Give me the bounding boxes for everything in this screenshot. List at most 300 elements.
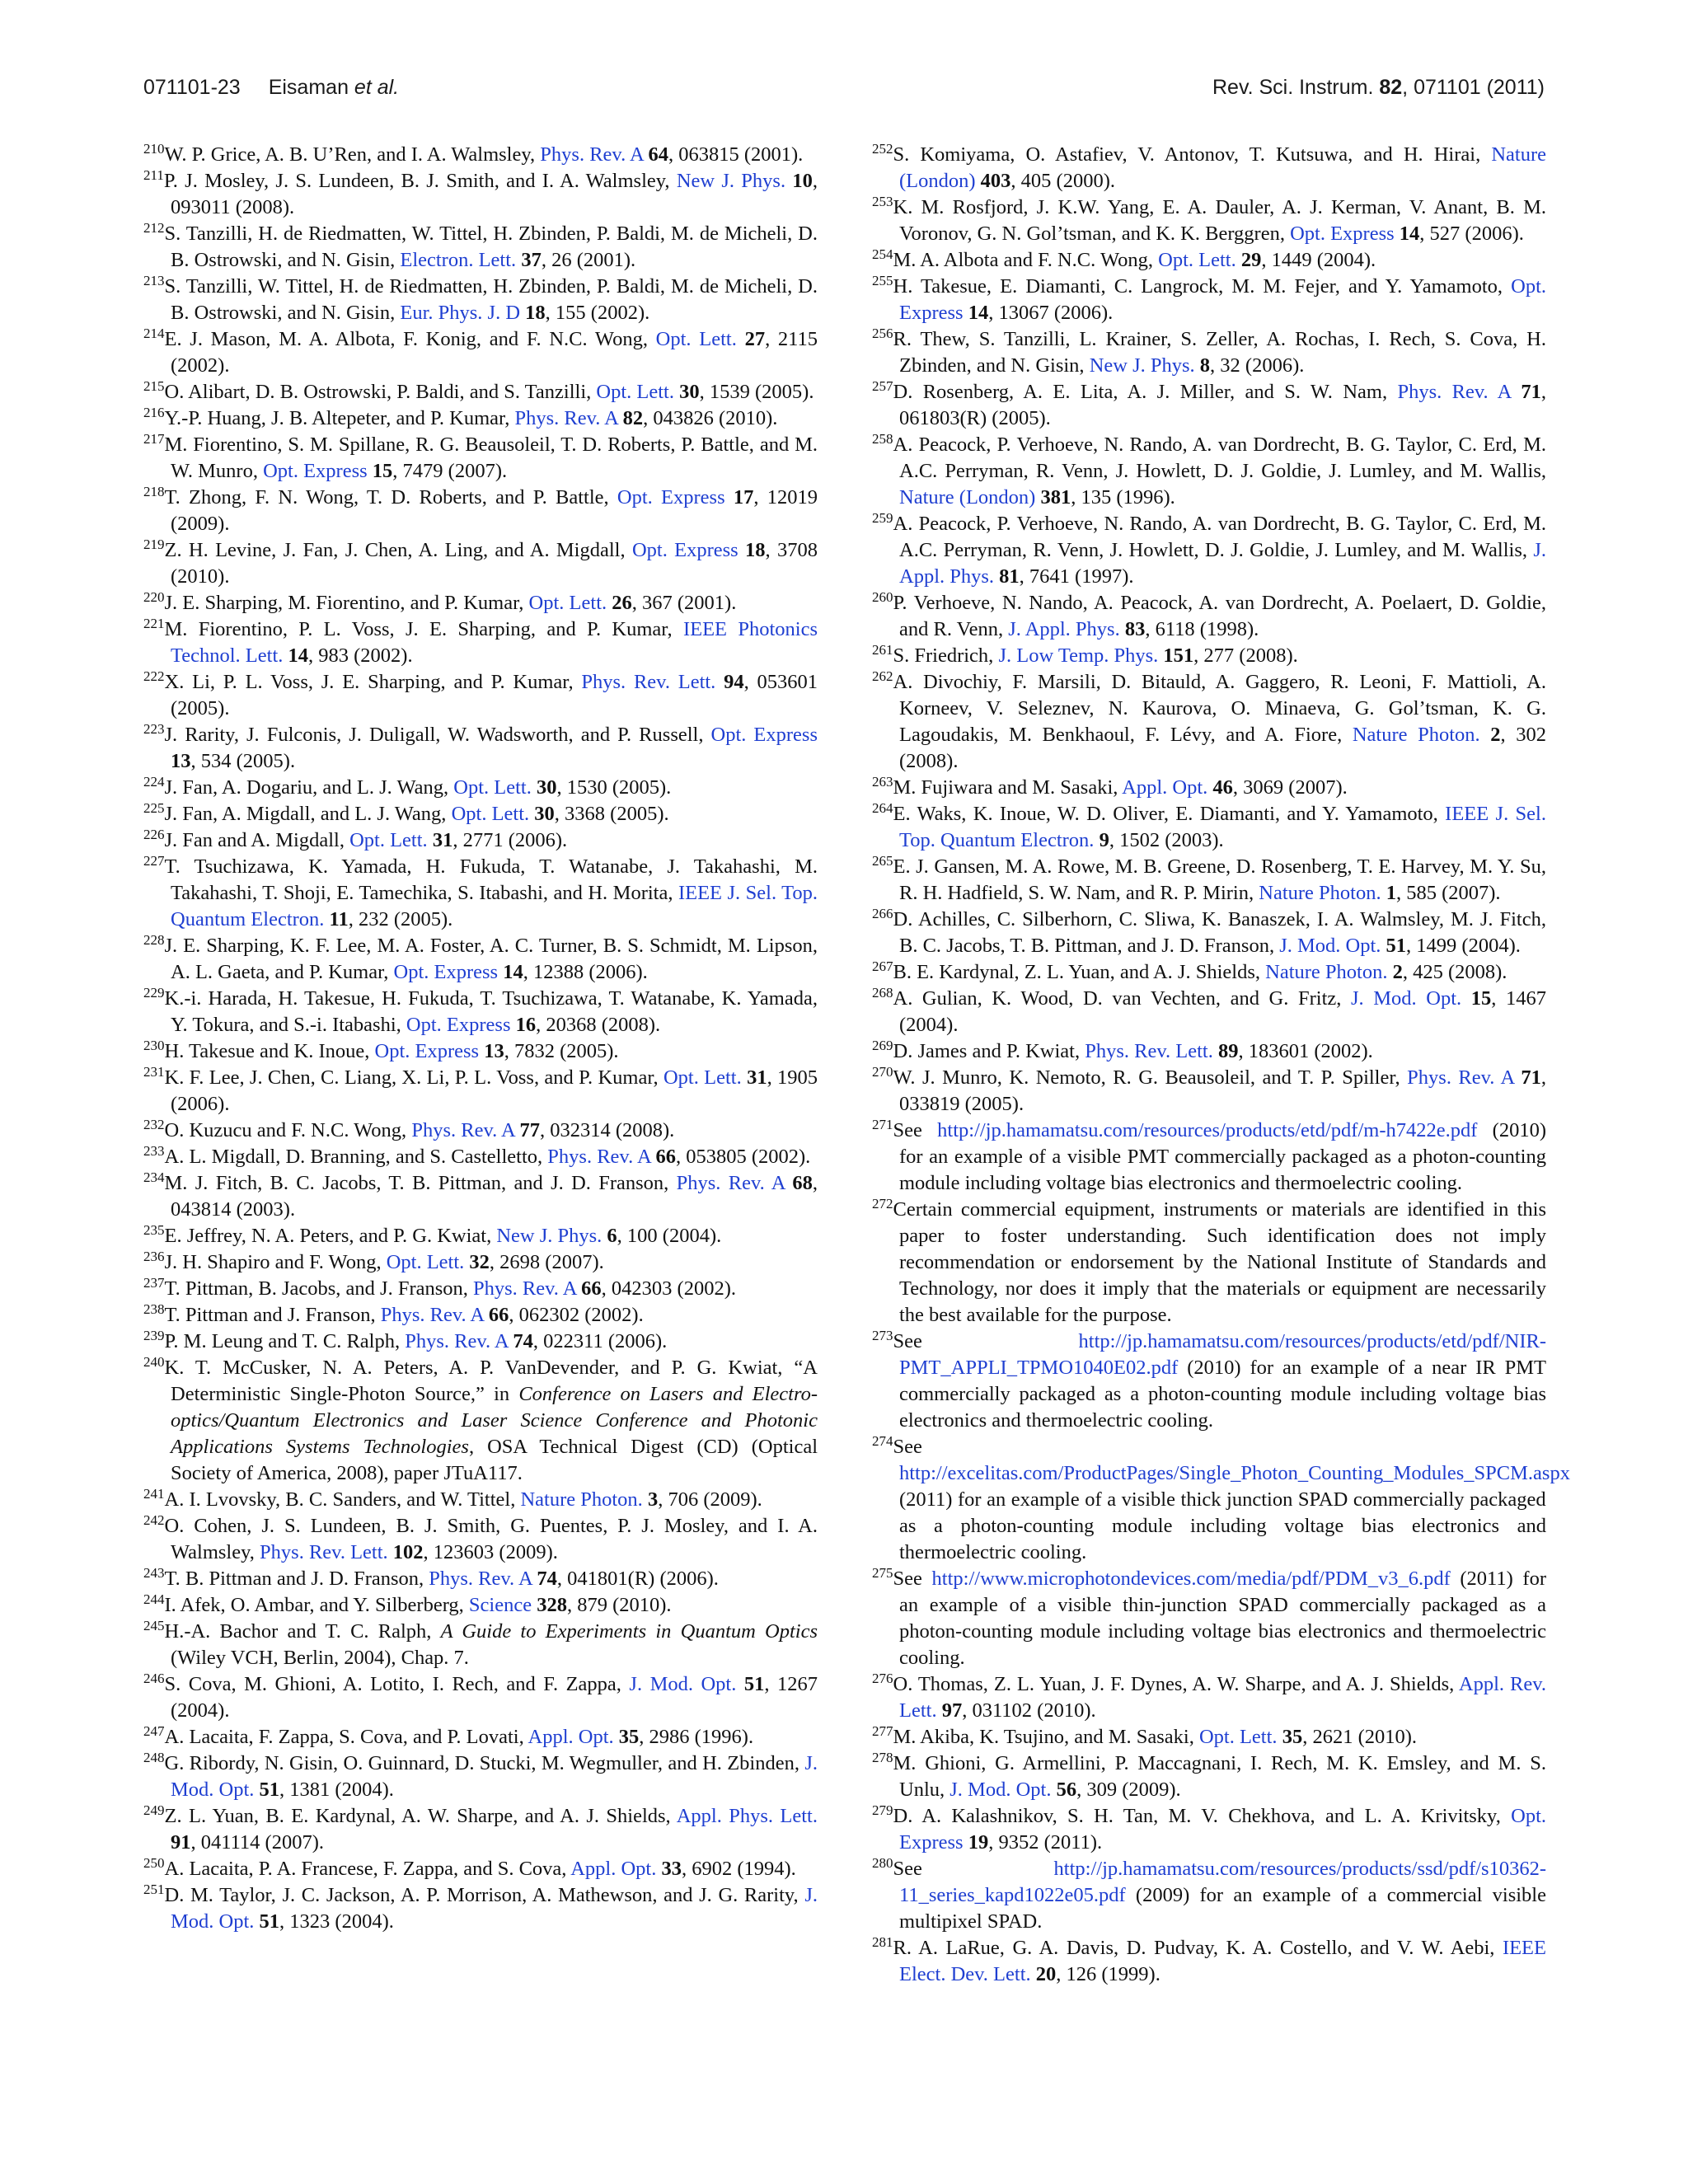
reference-journal-link[interactable]: Appl. Opt. xyxy=(570,1858,657,1880)
reference-entry xyxy=(143,669,818,722)
reference-volume: 51 xyxy=(259,1779,280,1801)
reference-pages-year: , 425 (2008). xyxy=(1402,961,1507,983)
reference-entry xyxy=(143,986,818,1038)
reference-pages-year: , 1539 (2005). xyxy=(699,381,814,403)
reference-entry xyxy=(872,1856,1546,1935)
reference-journal-link[interactable]: Opt. Express xyxy=(406,1014,511,1036)
reference-number: 232 xyxy=(143,1117,165,1132)
reference-entry xyxy=(143,1170,818,1223)
reference-title: Conference on Lasers and Electro-optics/Quantum Electronics and Laser Science Conference and Photonic Applications Systems Technologies xyxy=(171,1383,818,1458)
reference-number: 248 xyxy=(143,1750,165,1765)
reference-volume: 15 xyxy=(1470,987,1492,1010)
reference-entry xyxy=(143,1882,818,1935)
reference-journal-link[interactable]: Electron. Lett. xyxy=(400,249,517,271)
reference-journal-link[interactable]: Opt. Lett. xyxy=(451,803,530,825)
reference-pages-year: , 183601 (2002). xyxy=(1238,1040,1373,1062)
reference-journal-link[interactable]: Appl. Opt. xyxy=(528,1726,614,1748)
reference-number: 257 xyxy=(872,378,893,394)
reference-pages-year: , 983 (2002). xyxy=(308,644,413,667)
reference-pages-year: , 041114 (2007). xyxy=(190,1831,324,1854)
reference-number: 268 xyxy=(872,985,893,1001)
reference-journal-link[interactable]: Phys. Rev. Lett. xyxy=(1085,1040,1213,1062)
reference-journal-link[interactable]: http://excelitas.com/ProductPages/Single_Photon_Counting_Modules_SPCM.aspx xyxy=(899,1462,1570,1484)
reference-journal-link[interactable]: Opt. Express xyxy=(393,961,499,983)
reference-journal-link[interactable]: http://jp.hamamatsu.com/resources/products/ssd/pdf/s10362-11_series_kapd1022e05.pdf xyxy=(899,1858,1546,1906)
reference-pages-year: , 1499 (2004). xyxy=(1406,935,1521,957)
reference-journal-link[interactable]: Phys. Rev. Lett. xyxy=(581,671,716,693)
reference-entry xyxy=(143,537,818,590)
reference-journal-link[interactable]: IEEE J. Sel. Top. Quantum Electron. xyxy=(899,803,1546,851)
reference-volume: 83 xyxy=(1124,618,1146,640)
reference-journal-link[interactable]: Phys. Rev. A xyxy=(405,1330,509,1352)
reference-entry xyxy=(143,1144,818,1170)
reference-volume: 94 xyxy=(724,671,744,693)
reference-journal-link[interactable]: Opt. Express xyxy=(263,460,368,482)
reference-authors: P. M. Leung and T. C. Ralph, xyxy=(164,1330,406,1352)
reference-pages-year: , 3708 (2010). xyxy=(171,539,818,588)
reference-number: 234 xyxy=(143,1169,165,1185)
reference-number: 260 xyxy=(872,589,893,605)
reference-journal-link[interactable]: Phys. Rev. A xyxy=(514,407,618,429)
reference-entry xyxy=(872,194,1546,247)
reference-pages-year: , 32 (2006). xyxy=(1210,354,1305,377)
reference-volume: 77 xyxy=(519,1119,540,1141)
reference-number: 265 xyxy=(872,853,893,869)
reference-volume: 19 xyxy=(968,1831,989,1854)
reference-authors: I. Afek, O. Ambar, and Y. Silberberg, xyxy=(164,1594,469,1616)
reference-authors: D. Achilles, C. Silberhorn, C. Sliwa, K. Banaszek, I. A. Walmsley, M. J. Fitch, B. C. Jacobs, T. B. Pittman, and J. D. Franson, xyxy=(893,908,1546,957)
reference-authors: T. B. Pittman and J. D. Franson, xyxy=(164,1568,429,1590)
reference-volume: 381 xyxy=(1040,486,1071,509)
reference-journal-link[interactable]: http://jp.hamamatsu.com/resources/products/etd/pdf/NIR-PMT_APPLI_TPMO1040E02.pdf xyxy=(899,1330,1546,1379)
reference-authors: A. I. Lvovsky, B. C. Sanders, and W. Tittel, xyxy=(164,1488,521,1511)
reference-pages-year: , 879 (2010). xyxy=(566,1594,672,1616)
reference-journal-link[interactable]: J. Mod. Opt. xyxy=(171,1884,818,1933)
reference-entry xyxy=(143,1223,818,1249)
reference-pages-year: , 1905 (2006). xyxy=(171,1066,818,1115)
reference-journal-link[interactable]: Opt. Express xyxy=(710,724,818,746)
reference-number: 229 xyxy=(143,985,165,1001)
reference-journal-link[interactable]: IEEE Elect. Dev. Lett. xyxy=(899,1937,1546,1985)
reference-entry xyxy=(872,1671,1546,1724)
reference-journal-link[interactable]: Opt. Lett. xyxy=(655,328,737,350)
reference-journal-link[interactable]: J. Low Temp. Phys. xyxy=(998,644,1159,667)
reference-authors: A. Lacaita, F. Zappa, S. Cova, and P. Lovati, xyxy=(164,1726,528,1748)
reference-journal-link[interactable]: Appl. Phys. Lett. xyxy=(676,1805,818,1827)
reference-journal-link[interactable]: Eur. Phys. J. D xyxy=(400,302,521,324)
journal-citation xyxy=(1212,76,1545,100)
reference-pages-year: , 26 (2001). xyxy=(541,249,636,271)
reference-authors: J. Fan and A. Migdall, xyxy=(164,829,350,851)
reference-journal-link[interactable]: Phys. Rev. A xyxy=(473,1277,577,1300)
header-et-al: et al. xyxy=(354,76,400,99)
reference-entry xyxy=(872,1118,1546,1197)
reference-authors: J. Rarity, J. Fulconis, J. Duligall, W. Wadsworth, and P. Russell, xyxy=(164,724,711,746)
reference-pages-year: (2010) for an example of a visible PMT commercially packaged as a photon-counting module including voltage bias electronics and thermoelectric cooling. xyxy=(899,1119,1546,1194)
reference-volume: 13 xyxy=(171,750,191,772)
reference-volume: 35 xyxy=(1282,1726,1303,1748)
reference-authors: H.-A. Bachor and T. C. Ralph, xyxy=(164,1620,441,1643)
reference-number: 226 xyxy=(143,827,165,842)
reference-volume: 14 xyxy=(288,644,309,667)
reference-volume: 82 xyxy=(622,407,644,429)
reference-entry xyxy=(143,590,818,616)
reference-volume: 17 xyxy=(733,486,754,509)
reference-authors: See xyxy=(893,1436,922,1458)
reference-number: 280 xyxy=(872,1855,893,1871)
reference-number: 247 xyxy=(143,1723,165,1739)
reference-journal-link[interactable]: J. Mod. Opt. xyxy=(1350,987,1462,1010)
reference-entry xyxy=(143,379,818,405)
reference-journal-link[interactable]: Phys. Rev. A xyxy=(540,143,644,166)
reference-number: 222 xyxy=(143,668,165,684)
reference-pages-year: , 1381 (2004). xyxy=(279,1779,394,1801)
reference-number: 245 xyxy=(143,1618,165,1633)
reference-entry xyxy=(872,854,1546,907)
reference-journal-link[interactable]: Opt. Lett. xyxy=(663,1066,742,1089)
reference-number: 275 xyxy=(872,1565,893,1581)
reference-entry xyxy=(143,1671,818,1724)
reference-volume: 51 xyxy=(1386,935,1407,957)
reference-journal-link[interactable]: IEEE J. Sel. Top. Quantum Electron. xyxy=(171,882,818,930)
reference-authors: S. Tanzilli, H. de Riedmatten, W. Tittel, H. Zbinden, P. Baldi, M. de Micheli, D. B. Ostrowski, and N. Gisin, xyxy=(164,223,818,271)
reference-number: 217 xyxy=(143,431,165,447)
reference-volume: 27 xyxy=(744,328,766,350)
reference-number: 249 xyxy=(143,1802,165,1818)
reference-journal-link[interactable]: J. Mod. Opt. xyxy=(629,1673,737,1695)
reference-number: 220 xyxy=(143,589,165,605)
reference-pages-year: , 20368 (2008). xyxy=(536,1014,661,1036)
reference-pages-year: , 042303 (2002). xyxy=(601,1277,736,1300)
reference-number: 230 xyxy=(143,1038,165,1053)
reference-entry xyxy=(143,827,818,854)
reference-pages-year: , 123603 (2009). xyxy=(423,1541,558,1563)
reference-journal-link[interactable]: Opt. Express xyxy=(899,1805,1546,1854)
reference-journal-link[interactable]: Appl. Rev. Lett. xyxy=(899,1673,1546,1722)
reference-journal-link[interactable]: Nature Photon. xyxy=(1265,961,1388,983)
reference-pages-year: , 1323 (2004). xyxy=(279,1910,394,1933)
reference-pages-year: , 061803(R) (2005). xyxy=(899,381,1547,429)
reference-journal-link[interactable]: J. Mod. Opt. xyxy=(1279,935,1381,957)
reference-number: 241 xyxy=(143,1486,165,1502)
reference-number: 236 xyxy=(143,1249,165,1264)
reference-authors: J. E. Sharping, M. Fiorentino, and P. Kumar, xyxy=(164,592,529,614)
reference-journal-link[interactable]: J. Appl. Phys. xyxy=(1008,618,1120,640)
reference-pages-year: , 527 (2006). xyxy=(1419,223,1524,245)
reference-number: 246 xyxy=(143,1671,165,1686)
reference-pages-year: , 12388 (2006). xyxy=(523,961,648,983)
reference-entry xyxy=(143,1038,818,1065)
reference-entry xyxy=(143,1249,818,1276)
reference-authors: T. Tsuchizawa, K. Yamada, H. Fukuda, T. Watanabe, J. Takahashi, M. Takahashi, T. Shoji, E. Tamechika, S. Itabashi, and H. Morita, xyxy=(164,855,818,904)
reference-volume: 91 xyxy=(171,1831,191,1854)
reference-journal-link[interactable]: Opt. Lett. xyxy=(596,381,674,403)
reference-journal-link[interactable]: Opt. Lett. xyxy=(1198,1726,1278,1748)
reference-number: 214 xyxy=(143,326,165,341)
reference-entry xyxy=(143,168,818,221)
reference-entry xyxy=(872,326,1546,379)
reference-journal-link[interactable]: Opt. Lett. xyxy=(1158,249,1236,271)
reference-entry xyxy=(143,221,818,274)
reference-volume: 31 xyxy=(747,1066,767,1089)
reference-volume: 13 xyxy=(484,1040,504,1062)
reference-authors: A. Peacock, P. Verhoeve, N. Rando, A. van Dordrecht, B. G. Taylor, C. Erd, M. A.C. Perryman, R. Venn, J. Howlett, D. J. Goldie, J. Lumley, and M. Wallis, xyxy=(893,434,1546,482)
reference-pages-year: , 3069 (2007). xyxy=(1232,776,1348,799)
reference-journal-link[interactable]: Opt. Express xyxy=(1290,223,1395,245)
reference-number: 281 xyxy=(872,1934,893,1950)
reference-volume: 51 xyxy=(743,1673,765,1695)
reference-journal-link[interactable]: New J. Phys. xyxy=(496,1225,603,1247)
reference-authors: E. Jeffrey, N. A. Peters, and P. G. Kwiat, xyxy=(164,1225,497,1247)
reference-number: 261 xyxy=(872,642,893,658)
reference-volume: 71 xyxy=(1521,1066,1541,1089)
reference-authors: E. Waks, K. Inoue, W. D. Oliver, E. Diamanti, and Y. Yamamoto, xyxy=(893,803,1446,825)
reference-authors: J. H. Shapiro and F. Wong, xyxy=(164,1251,387,1273)
reference-authors: D. Rosenberg, A. E. Lita, A. J. Miller, and S. W. Nam, xyxy=(893,381,1398,403)
reference-journal-link[interactable]: New J. Phys. xyxy=(676,170,786,192)
reference-pages-year: , 063815 (2001). xyxy=(668,143,804,166)
reference-number: 255 xyxy=(872,273,893,288)
reference-journal-link[interactable]: Opt. Lett. xyxy=(349,829,428,851)
reference-number: 215 xyxy=(143,378,165,394)
reference-pages-year: , 6902 (1994). xyxy=(681,1858,796,1880)
reference-entry xyxy=(143,1750,818,1803)
reference-pages-year: , 9352 (2011). xyxy=(988,1831,1103,1854)
reference-entry xyxy=(872,907,1546,959)
reference-pages-year: , 062302 (2002). xyxy=(509,1304,644,1326)
reference-volume: 51 xyxy=(259,1910,280,1933)
reference-journal-link[interactable]: Phys. Rev. A xyxy=(547,1146,651,1168)
reference-number: 253 xyxy=(872,194,893,209)
reference-authors: K. T. McCusker, N. A. Peters, A. P. VanDevender, and P. G. Kwiat, “A Deterministic Single-Photon Source,” in xyxy=(164,1357,818,1405)
reference-journal-link[interactable]: Phys. Rev. A xyxy=(1397,381,1511,403)
reference-entry xyxy=(143,933,818,986)
reference-volume: 30 xyxy=(679,381,700,403)
reference-authors: See xyxy=(893,1858,1054,1880)
reference-volume: 37 xyxy=(521,249,542,271)
reference-authors: B. E. Kardynal, Z. L. Yuan, and A. J. Shields, xyxy=(893,961,1266,983)
reference-journal-link[interactable]: Opt. Express xyxy=(899,275,1546,324)
reference-number: 251 xyxy=(143,1882,165,1897)
reference-volume: 33 xyxy=(661,1858,682,1880)
reference-authors: Y.-P. Huang, J. B. Altepeter, and P. Kumar, xyxy=(164,407,515,429)
reference-entry xyxy=(143,1065,818,1118)
reference-authors: M. Fiorentino, S. M. Spillane, R. G. Beausoleil, T. D. Roberts, P. Battle, and M. W. Munro, xyxy=(164,434,818,482)
reference-journal-link[interactable]: Phys. Rev. Lett. xyxy=(260,1541,388,1563)
reference-number: 227 xyxy=(143,853,165,869)
reference-journal-link[interactable]: Nature Photon. xyxy=(520,1488,643,1511)
reference-entry xyxy=(143,1724,818,1750)
reference-number: 273 xyxy=(872,1328,893,1343)
reference-entry xyxy=(872,1935,1546,1988)
reference-authors: J. E. Sharping, K. F. Lee, M. A. Foster, A. C. Turner, B. S. Schmidt, M. Lipson, A. L. Gaeta, and P. Kumar, xyxy=(164,935,818,983)
reference-volume: 14 xyxy=(1399,223,1420,245)
reference-entry xyxy=(143,1302,818,1329)
reference-journal-link[interactable]: Nature (London) xyxy=(899,486,1036,509)
reference-journal-link[interactable]: Phys. Rev. A xyxy=(676,1172,785,1194)
reference-journal-link[interactable]: IEEE Photonics Technol. Lett. xyxy=(171,618,818,667)
reference-journal-link[interactable]: New J. Phys. xyxy=(1089,354,1195,377)
reference-volume: 66 xyxy=(581,1277,602,1300)
reference-authors: K. F. Lee, J. Chen, C. Liang, X. Li, P. L. Voss, and P. Kumar, xyxy=(164,1066,663,1089)
header-author-name: Eisaman xyxy=(268,76,349,99)
reference-journal-link[interactable]: Opt. Express xyxy=(374,1040,480,1062)
reference-entry xyxy=(872,1750,1546,1803)
reference-entry xyxy=(143,326,818,379)
reference-volume: 9 xyxy=(1099,829,1109,851)
reference-authors: A. Lacaita, P. A. Francese, F. Zappa, and S. Cova, xyxy=(164,1858,571,1880)
reference-journal-link[interactable]: J. Mod. Opt. xyxy=(950,1779,1052,1801)
reference-entry xyxy=(872,1038,1546,1065)
reference-authors: J. Fan, A. Migdall, and L. J. Wang, xyxy=(164,803,452,825)
reference-journal-link[interactable]: Nature Photon. xyxy=(1259,882,1381,904)
reference-entry xyxy=(872,274,1546,326)
reference-authors: T. Pittman and J. Franson, xyxy=(164,1304,381,1326)
reference-pages-year: , 12019 (2009). xyxy=(171,486,818,535)
reference-pages-year: , 309 (2009). xyxy=(1076,1779,1181,1801)
header-left xyxy=(143,76,399,100)
header-authors xyxy=(269,76,399,99)
reference-volume: 403 xyxy=(980,170,1011,192)
reference-volume: 74 xyxy=(537,1568,557,1590)
reference-pages-year: , 031102 (2010). xyxy=(962,1699,1096,1722)
reference-pages-year: (Wiley VCH, Berlin, 2004), Chap. 7. xyxy=(171,1647,469,1669)
reference-entry xyxy=(872,1433,1570,1566)
reference-number: 211 xyxy=(143,167,164,183)
reference-volume: 89 xyxy=(1217,1040,1239,1062)
reference-number: 276 xyxy=(872,1671,893,1686)
reference-pages-year: , 534 (2005). xyxy=(190,750,296,772)
reference-pages-year: , 043814 (2003). xyxy=(171,1172,818,1221)
reference-journal-link[interactable]: http://jp.hamamatsu.com/resources/products/etd/pdf/m-h7422e.pdf xyxy=(937,1119,1478,1141)
reference-number: 213 xyxy=(143,273,165,288)
reference-authors: O. Kuzucu and F. N.C. Wong, xyxy=(164,1119,412,1141)
reference-pages-year: , 1530 (2005). xyxy=(556,776,672,799)
reference-volume: 151 xyxy=(1163,644,1194,667)
reference-journal-link[interactable]: Opt. Express xyxy=(617,486,725,509)
reference-entry xyxy=(872,1566,1546,1671)
reference-number: 274 xyxy=(872,1433,893,1449)
reference-journal-link[interactable]: Phys. Rev. A xyxy=(380,1304,484,1326)
reference-number: 278 xyxy=(872,1750,893,1765)
reference-journal-link[interactable]: Opt. Express xyxy=(631,539,738,561)
reference-pages-year: , 232 (2005). xyxy=(348,908,453,930)
reference-volume: 30 xyxy=(534,803,555,825)
reference-volume: 328 xyxy=(537,1594,567,1616)
reference-entry xyxy=(143,432,818,485)
reference-journal-link[interactable]: Phys. Rev. A xyxy=(1407,1066,1514,1089)
reference-pages-year: , 2621 (2010). xyxy=(1302,1726,1418,1748)
reference-journal-link[interactable]: Phys. Rev. A xyxy=(411,1119,515,1141)
reference-authors: A. Divochiy, F. Marsili, D. Bitauld, A. Gaggero, R. Leoni, F. Mattioli, A. Korneev, V. Seleznev, N. Kaurova, O. Minaeva, G. Gol’tsman, K. G. Lagoudakis, M. Benkhaoul, F. Lévy, and A. Fiore, xyxy=(893,671,1546,746)
reference-entry xyxy=(872,1329,1546,1434)
reference-volume: 97 xyxy=(941,1699,963,1722)
reference-number: 252 xyxy=(872,141,893,157)
reference-entry xyxy=(143,1592,818,1619)
reference-journal-link[interactable]: Opt. Lett. xyxy=(386,1251,465,1273)
reference-pages-year: , 043826 (2010). xyxy=(643,407,778,429)
reference-number: 235 xyxy=(143,1222,165,1238)
reference-authors: O. Thomas, Z. L. Yuan, J. F. Dynes, A. W. Sharpe, and A. J. Shields, xyxy=(893,1673,1459,1695)
reference-authors: O. Cohen, J. S. Lundeen, B. J. Smith, G. Puentes, P. J. Mosley, and I. A. Walmsley, xyxy=(164,1515,818,1563)
reference-journal-link[interactable]: Nature (London) xyxy=(899,143,1546,192)
reference-volume: 71 xyxy=(1521,381,1541,403)
reference-volume: 10 xyxy=(792,170,813,192)
reference-pages-year: , 2698 (2007). xyxy=(489,1251,604,1273)
reference-number: 237 xyxy=(143,1275,165,1291)
reference-authors: M. Fujiwara and M. Sasaki, xyxy=(893,776,1123,799)
reference-number: 225 xyxy=(143,800,165,816)
reference-number: 239 xyxy=(143,1328,165,1343)
reference-journal-link[interactable]: Opt. Lett. xyxy=(453,776,532,799)
reference-number: 243 xyxy=(143,1565,165,1581)
reference-volume: 8 xyxy=(1199,354,1211,377)
reference-journal-link[interactable]: J. Mod. Opt. xyxy=(171,1752,818,1801)
reference-entry xyxy=(872,669,1546,775)
reference-pages-year: , 706 (2009). xyxy=(658,1488,762,1511)
reference-authors: See xyxy=(893,1119,938,1141)
reference-volume: 26 xyxy=(612,592,632,614)
reference-volume: 74 xyxy=(513,1330,533,1352)
reference-entry xyxy=(143,1566,818,1592)
reference-pages-year: (2011) for an example of a visible thin-junction SPAD commercially packaged as a photon-counting module including voltage bias electronics and thermoelectric cooling. xyxy=(899,1568,1547,1669)
reference-authors: Z. L. Yuan, B. E. Kardynal, A. W. Sharpe, and A. J. Shields, xyxy=(164,1805,677,1827)
reference-pages-year: , 126 (1999). xyxy=(1056,1963,1160,1985)
reference-pages-year: , 053601 (2005). xyxy=(171,671,818,719)
reference-pages-year: , 022311 (2006). xyxy=(532,1330,668,1352)
reference-authors: See xyxy=(893,1568,932,1590)
reference-entry xyxy=(872,511,1546,590)
reference-journal-link[interactable]: Science xyxy=(468,1594,532,1616)
reference-pages-year: (2011) for an example of a visible thick junction SPAD commercially packaged as a photon-counting module including voltage bias electronics and thermoelectric cooling. xyxy=(899,1488,1546,1563)
reference-authors: H. Takesue, E. Diamanti, C. Langrock, M. M. Fejer, and Y. Yamamoto, xyxy=(893,275,1512,298)
reference-entry xyxy=(872,247,1546,274)
reference-number: 240 xyxy=(143,1354,165,1370)
reference-entry xyxy=(143,722,818,775)
reference-pages-year: , 405 (2000). xyxy=(1010,170,1115,192)
reference-authors: M. Fiorentino, P. L. Voss, J. E. Sharping, and P. Kumar, xyxy=(164,618,683,640)
reference-pages-year: , 032314 (2008). xyxy=(539,1119,675,1141)
reference-entry xyxy=(872,1803,1546,1856)
reference-entry xyxy=(143,801,818,827)
article-id: 071101-23 xyxy=(143,76,241,99)
reference-volume: 6 xyxy=(607,1225,617,1247)
reference-journal-link[interactable]: Nature Photon. xyxy=(1352,724,1480,746)
reference-entry xyxy=(872,142,1546,194)
reference-journal-link[interactable]: http://www.microphotondevices.com/media/pdf/PDM_v3_6.pdf xyxy=(931,1568,1451,1590)
reference-pages-year: , 2986 (1996). xyxy=(639,1726,754,1748)
reference-pages-year: , 1467 (2004). xyxy=(899,987,1546,1036)
reference-volume: 14 xyxy=(503,961,523,983)
reference-authors: Z. H. Levine, J. Fan, J. Chen, A. Ling, and A. Migdall, xyxy=(164,539,632,561)
reference-pages-year: (2009) for an example of a commercial visible multipixel SPAD. xyxy=(899,1884,1546,1933)
reference-number: 256 xyxy=(872,326,893,341)
reference-journal-link[interactable]: J. Appl. Phys. xyxy=(899,539,1546,588)
reference-pages-year: (2010) for an example of a near IR PMT commercially packaged as a photon-counting module including voltage bias electronics and thermoelectric cooling. xyxy=(899,1357,1546,1432)
reference-journal-link[interactable]: Appl. Opt. xyxy=(1122,776,1208,799)
reference-entry xyxy=(872,643,1546,669)
reference-authors: Certain commercial equipment, instruments or materials are identified in this paper to foster understanding. Such identification does not imply recommendation or endorsement by the National Institute of Standards and Technology, nor does it imply that the materials or equipment are necessarily the best available for the purpose. xyxy=(893,1198,1546,1326)
reference-volume: 31 xyxy=(432,829,453,851)
reference-journal-link[interactable]: Opt. Lett. xyxy=(528,592,607,614)
reference-number: 212 xyxy=(143,220,165,236)
references-right-column xyxy=(872,141,1570,1988)
reference-number: 258 xyxy=(872,431,893,447)
reference-journal-link[interactable]: Phys. Rev. A xyxy=(429,1568,532,1590)
reference-pages-year: , 13067 (2006). xyxy=(988,302,1114,324)
reference-pages-year: , 7832 (2005). xyxy=(504,1040,619,1062)
reference-pages-year: , 2771 (2006). xyxy=(452,829,568,851)
